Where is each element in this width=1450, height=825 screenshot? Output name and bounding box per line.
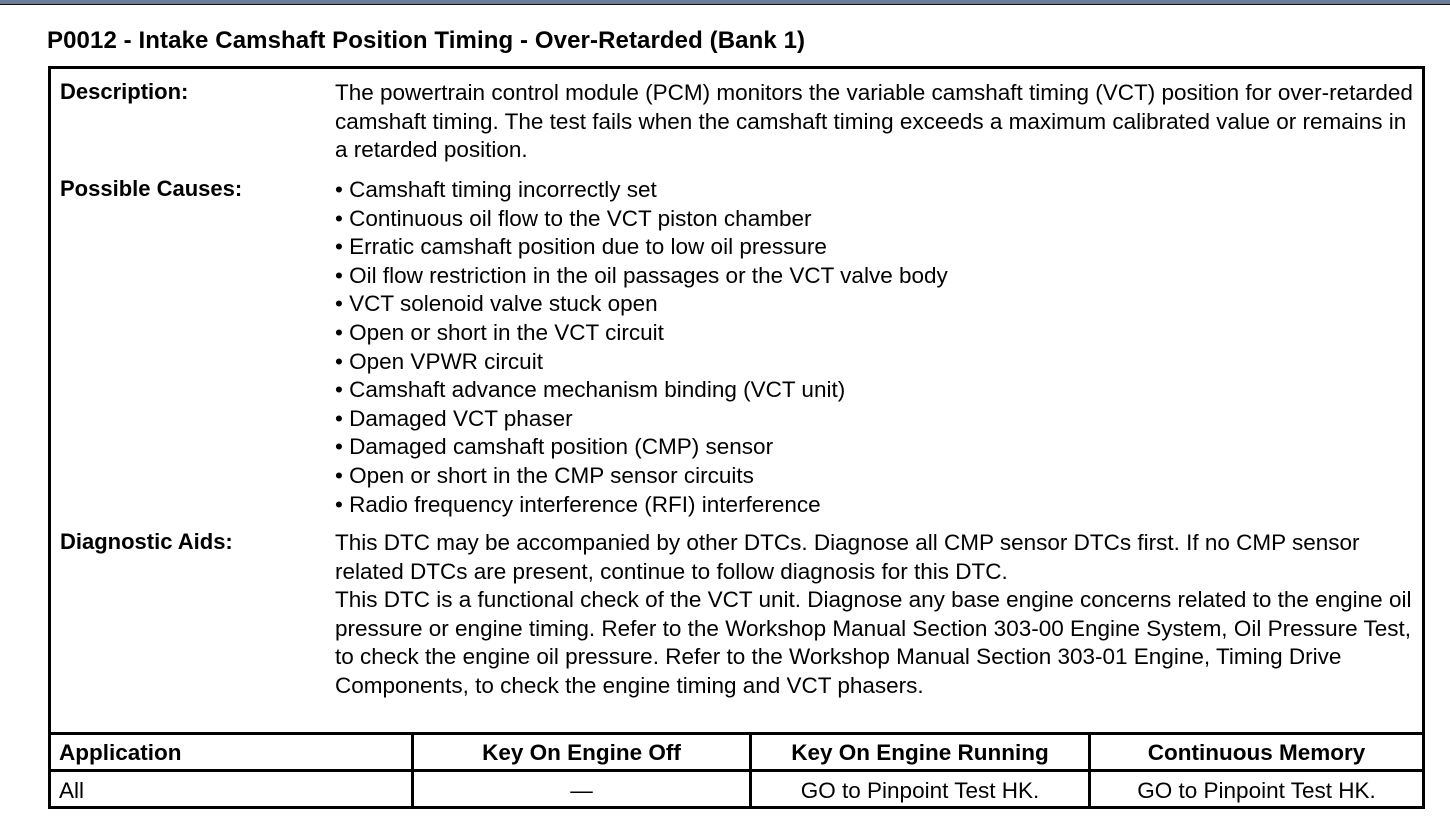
list-item: • Radio frequency interference (RFI) interference <box>335 491 1415 520</box>
table-row <box>51 769 1422 809</box>
description-section <box>51 69 1422 175</box>
cell-application: All <box>59 777 85 803</box>
header-application: Application <box>59 740 182 765</box>
table-header-row <box>51 732 1422 771</box>
possible-causes-label: Possible Causes: <box>60 176 243 201</box>
header-koer: Key On Engine Running <box>749 735 1088 771</box>
page-title: P0012 - Intake Camshaft Position Timing - Over-Retarded (Bank 1) <box>47 27 806 54</box>
possible-causes-list <box>335 176 1415 519</box>
header-koeo: Key On Engine Off <box>411 735 749 771</box>
diagnostic-aids-paragraph: This DTC may be accompanied by other DTCs. Diagnose all CMP sensor DTCs first. If no CMP sensor related DTCs are present, continue to follow diagnosis for this DTC. <box>335 530 1360 584</box>
list-item: • Camshaft advance mechanism binding (VCT unit) <box>335 376 1415 405</box>
top-bar <box>0 0 1450 5</box>
list-item: • Oil flow restriction in the oil passages or the VCT valve body <box>335 262 1415 291</box>
diagnostic-aids-paragraph: This DTC is a functional check of the VCT unit. Diagnose any base engine concerns related to the engine oil pressure or engine timing. Refer to the Workshop Manual Section 303-00 Engine System, Oil Pressure Test, to check the engine oil pressure. Refer to the Workshop Manual Section 303-01 Engine, Timing Drive Components, to check the engine timing and VCT phasers. <box>335 587 1412 698</box>
cell-koer: GO to Pinpoint Test HK. <box>749 772 1088 809</box>
list-item: • VCT solenoid valve stuck open <box>335 290 1415 319</box>
possible-causes-section <box>51 166 1422 526</box>
description-text: The powertrain control module (PCM) monitors the variable camshaft timing (VCT) position for over-retarded camshaft timing. The test fails when the camshaft timing exceeds a maximum calibrated value or remains in a retarded position. <box>335 80 1413 163</box>
description-label: Description: <box>60 79 189 104</box>
diagnostic-aids-label: Diagnostic Aids: <box>60 529 233 554</box>
list-item: • Damaged camshaft position (CMP) sensor <box>335 433 1415 462</box>
list-item: • Damaged VCT phaser <box>335 405 1415 434</box>
list-item: • Continuous oil flow to the VCT piston chamber <box>335 205 1415 234</box>
dtc-table <box>48 66 1425 809</box>
list-item: • Erratic camshaft position due to low oil pressure <box>335 233 1415 262</box>
list-item: • Open or short in the VCT circuit <box>335 319 1415 348</box>
list-item: • Camshaft timing incorrectly set <box>335 176 1415 205</box>
list-item: • Open or short in the CMP sensor circuits <box>335 462 1415 491</box>
cell-continuous-memory: GO to Pinpoint Test HK. <box>1088 772 1422 809</box>
header-continuous-memory: Continuous Memory <box>1088 735 1422 771</box>
cell-koeo: — <box>411 772 749 809</box>
diagnostic-aids-section <box>51 519 1422 734</box>
list-item: • Open VPWR circuit <box>335 348 1415 377</box>
